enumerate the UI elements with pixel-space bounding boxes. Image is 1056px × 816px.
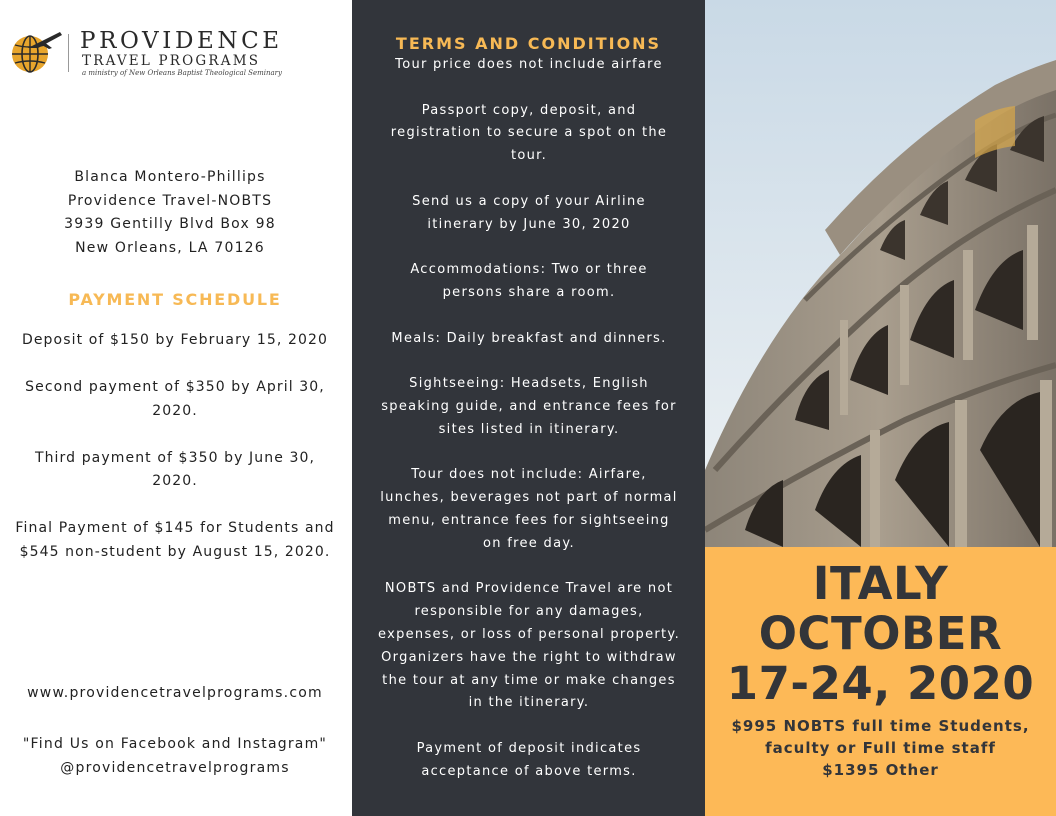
logo-tagline: a ministry of New Orleans Baptist Theological Seminary xyxy=(82,69,282,77)
term-item: NOBTS and Providence Travel are not responsible for any damages, expenses, or loss of personal property. Organizers have the right to withdraw the tour at any time or make changes in the itinerary. xyxy=(378,581,680,711)
terms-list xyxy=(378,54,680,806)
contact-line: New Orleans, LA 70126 xyxy=(75,240,265,257)
tour-month: OCTOBER xyxy=(758,607,1003,660)
price-line: $1395 Other xyxy=(822,761,939,779)
price-line: $995 NOBTS full time Students, xyxy=(731,717,1030,735)
term-item: Passport copy, deposit, and registration to secure a spot on the tour. xyxy=(390,102,668,164)
providence-logo xyxy=(8,28,344,84)
tour-promo-box xyxy=(705,547,1056,816)
term-item: Tour price does not include airfare xyxy=(395,57,663,72)
terms-panel xyxy=(352,0,705,816)
colosseum-illustration xyxy=(705,0,1056,547)
right-panel xyxy=(705,0,1056,816)
term-item: Tour does not include: Airfare, lunches, beverages not part of normal menu, entrance fees for sightseeing on free day. xyxy=(380,467,678,551)
logo-name: PROVIDENCE xyxy=(80,28,283,54)
contact-line: Blanca Montero-Phillips xyxy=(74,169,266,185)
payment-item: Third payment of $350 by June 30, 2020. xyxy=(34,449,316,489)
payment-item: Second payment of $350 by April 30, 2020. xyxy=(25,379,325,419)
globe-airplane-icon xyxy=(8,28,64,76)
logo-subtitle: TRAVEL PROGRAMS xyxy=(82,53,261,69)
tour-destination: ITALY xyxy=(812,557,949,610)
tour-title xyxy=(705,559,1056,709)
social-line: "Find Us on Facebook and Instagram" xyxy=(22,736,328,752)
contact-line: Providence Travel-NOBTS xyxy=(67,192,273,209)
payment-schedule-list xyxy=(10,329,340,588)
terms-heading: TERMS AND CONDITIONS xyxy=(395,34,662,53)
left-panel xyxy=(0,0,352,816)
social-info xyxy=(0,733,350,780)
contact-line: 3939 Gentilly Blvd Box 98 xyxy=(64,216,276,233)
colosseum-photo xyxy=(705,0,1056,547)
term-item: Sightseeing: Headsets, English speaking guide, and entrance fees for sites listed in itinerary. xyxy=(381,376,677,437)
term-item: Payment of deposit indicates acceptance of above terms. xyxy=(416,740,642,779)
term-item: Send us a copy of your Airline itinerary by June 30, 2020 xyxy=(412,193,646,232)
payment-schedule-heading: PAYMENT SCHEDULE xyxy=(68,290,282,309)
social-handle[interactable]: @providencetravelprograms xyxy=(60,759,290,776)
website-link[interactable]: www.providencetravelprograms.com xyxy=(27,685,323,701)
price-line: faculty or Full time staff xyxy=(765,739,996,757)
contact-address xyxy=(0,166,340,261)
payment-item: Deposit of $150 by February 15, 2020 xyxy=(21,332,329,348)
payment-item: Final Payment of $145 for Students and $545 non-student by August 15, 2020. xyxy=(15,520,335,560)
term-item: Meals: Daily breakfast and dinners. xyxy=(391,330,667,346)
term-item: Accommodations: Two or three persons share a room. xyxy=(410,262,648,300)
tour-prices xyxy=(705,715,1056,781)
logo-divider xyxy=(68,34,69,72)
tour-dates: 17-24, 2020 xyxy=(726,657,1035,710)
